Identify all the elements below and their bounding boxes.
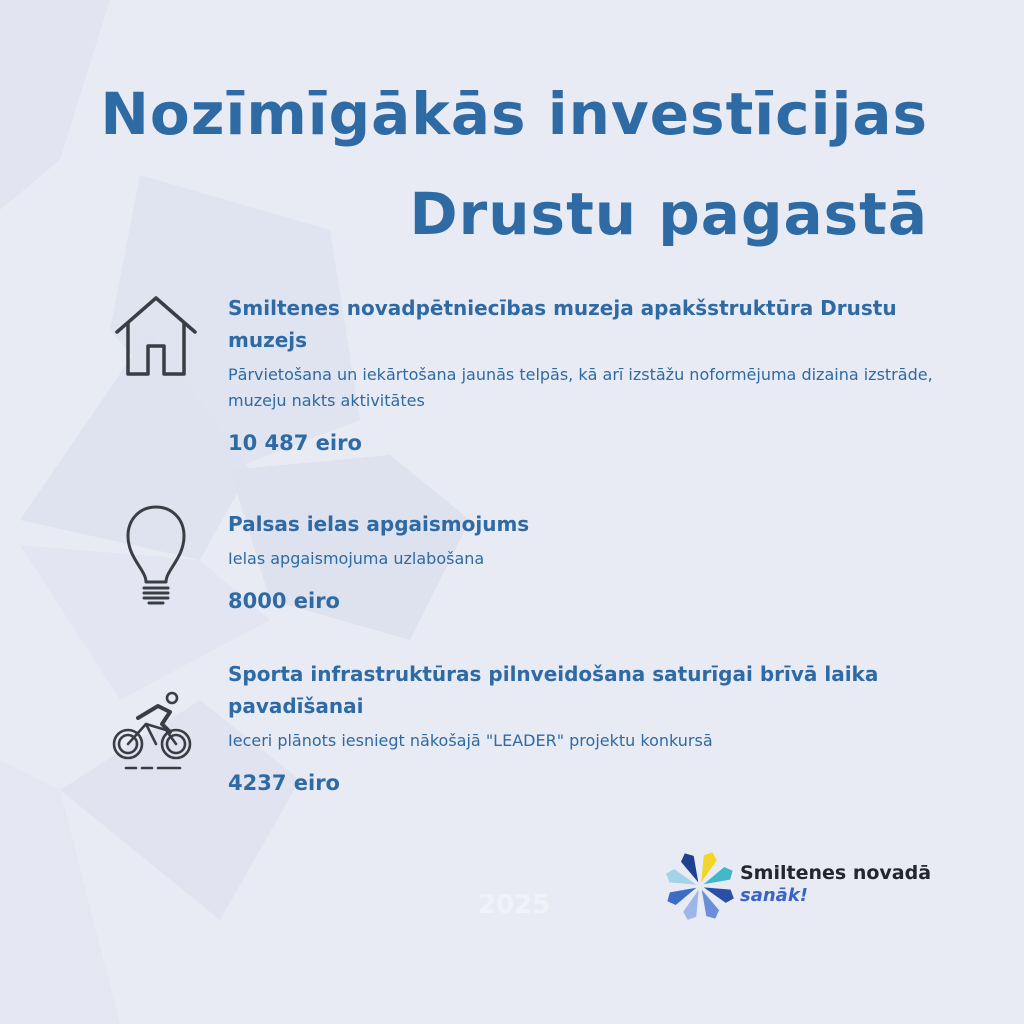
investment-amount: 4237 eiro (228, 771, 340, 795)
logo-line2: sanāk! (740, 885, 809, 906)
investment-title: Sporta infrastruktūras pilnveidošana saturīgai brīvā laika pavadīšanai (228, 662, 879, 718)
year-label: 2025 (478, 890, 551, 920)
page-title-line1: Nozīmīgākās investīcijas (100, 80, 928, 148)
page-title (100, 64, 928, 264)
investment-title: Palsas ielas apgaismojums (228, 512, 530, 536)
logo-text (740, 862, 931, 907)
logo-line1: Smiltenes novadā (740, 862, 932, 884)
investment-item (228, 658, 958, 798)
investment-item (228, 292, 958, 458)
investment-amount: 10 487 eiro (228, 431, 362, 455)
investment-amount: 8000 eiro (228, 589, 340, 613)
page-title-line2: Drustu pagastā (409, 180, 928, 248)
investment-description: Ieceri plānots iesniegt nākošajā "LEADER" projektu konkursā (228, 731, 713, 750)
investment-description: Ielas apgaismojuma uzlabošana (228, 549, 485, 568)
house-icon (114, 294, 198, 378)
investment-title: Smiltenes novadpētniecības muzeja apakšstruktūra Drustu muzejs (228, 296, 897, 352)
light-bulb-icon (124, 504, 188, 608)
investment-description: Pārvietošana un iekārtošana jaunās telpās, kā arī izstāžu noformējuma dizaina izstrāde, muzeju nakts aktivitātes (228, 365, 933, 410)
cyclist-icon (110, 688, 194, 772)
investment-item (228, 508, 958, 616)
snowflake-logo-icon (662, 848, 738, 924)
